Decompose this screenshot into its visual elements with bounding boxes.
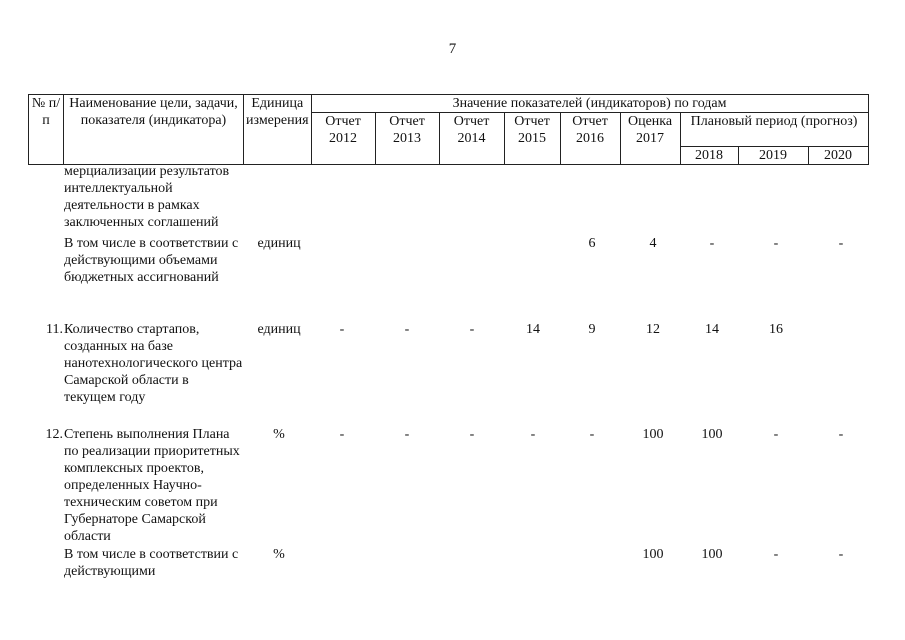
header-estimate-2017: Оценка 2017: [620, 113, 680, 165]
row-unit: %: [273, 427, 285, 442]
value-estimate-2017: 12: [646, 322, 660, 337]
value-report-2016: 9: [588, 322, 596, 337]
value-report-2015: 14: [526, 322, 540, 337]
value-report-2013: -: [404, 427, 410, 442]
value-estimate-2017: 100: [642, 427, 664, 442]
header-report-2014: Отчет 2014: [439, 113, 504, 165]
row-name: В том числе в соответствии с действующими: [64, 547, 239, 579]
value-plan-2018: -: [709, 236, 715, 251]
header-name: Наименование цели, задачи, показателя (индикатора): [64, 95, 244, 165]
value-plan-2019: -: [773, 547, 779, 562]
header-report-2013: Отчет 2013: [375, 113, 439, 165]
row-unit: единиц: [257, 236, 301, 251]
row-name: мерциализации результатов интеллектуальной деятельности в рамках заключенных соглашений: [64, 164, 230, 230]
header-plan-2020: 2020: [808, 147, 868, 165]
value-plan-2019: -: [773, 236, 779, 251]
row-unit: %: [273, 547, 285, 562]
value-report-2013: -: [404, 322, 410, 337]
value-plan-2020: -: [838, 236, 844, 251]
value-report-2012: -: [339, 322, 345, 337]
value-plan-2020: -: [838, 427, 844, 442]
value-estimate-2017: 4: [649, 236, 657, 251]
value-estimate-2017: 100: [642, 547, 664, 562]
value-report-2016: 6: [588, 236, 596, 251]
row-unit: единиц: [257, 322, 301, 337]
row-number: 12.: [45, 427, 63, 442]
header-plan-group: Плановый период (прогноз): [680, 113, 868, 147]
value-plan-2019: -: [773, 427, 779, 442]
header-report-2015: Отчет 2015: [504, 113, 560, 165]
value-plan-2020: -: [838, 547, 844, 562]
value-plan-2019: 16: [769, 322, 783, 337]
page-number: 7: [448, 41, 457, 57]
row-name: Степень выполнения Плана по реализации приоритетных комплексных проектов, определенных Научно-техническим советом при Губернаторе Самарской области: [64, 427, 240, 544]
row-name: Количество стартапов, созданных на базе нанотехнологического центра Самарской области в текущем году: [64, 322, 243, 405]
header-values-group: Значение показателей (индикаторов) по годам: [311, 95, 868, 113]
value-report-2014: -: [469, 322, 475, 337]
value-plan-2018: 100: [701, 427, 723, 442]
header-report-2012: Отчет 2012: [311, 113, 375, 165]
row-number: 11.: [46, 322, 63, 337]
row-name: В том числе в соответствии с действующими объемами бюджетных ассигнований: [64, 236, 239, 285]
indicator-table-header: [28, 94, 869, 165]
value-report-2016: -: [589, 427, 595, 442]
value-plan-2018: 14: [705, 322, 719, 337]
header-plan-2019: 2019: [738, 147, 808, 165]
value-report-2012: -: [339, 427, 345, 442]
value-plan-2018: 100: [701, 547, 723, 562]
header-unit: Единица измерения: [244, 95, 312, 165]
header-plan-2018: 2018: [680, 147, 738, 165]
header-num: № п/п: [29, 95, 64, 165]
value-report-2015: -: [530, 427, 536, 442]
header-report-2016: Отчет 2016: [560, 113, 620, 165]
value-report-2014: -: [469, 427, 475, 442]
